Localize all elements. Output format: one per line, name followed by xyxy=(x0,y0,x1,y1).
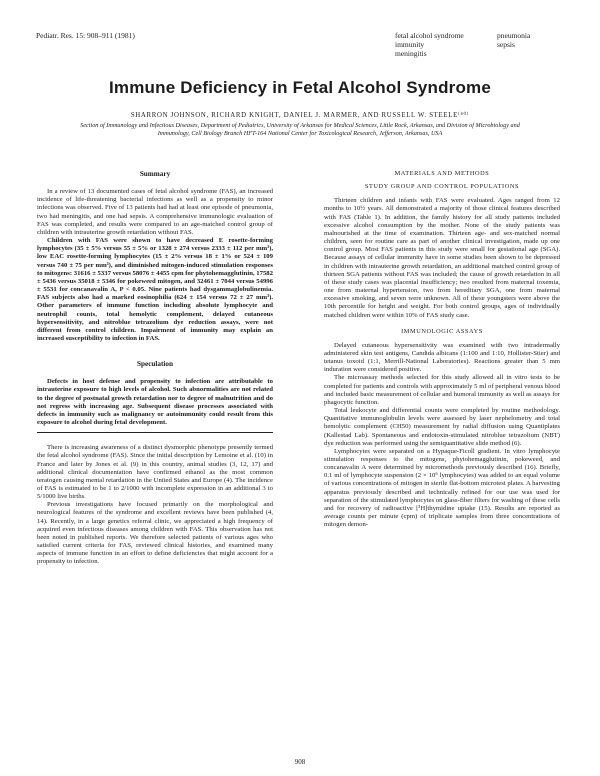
methods-paragraph: Lymphocytes were separated on a Hypaque-Ficoll gradient. In vitro lymphocyte stimulation responses to the mitogens, phytohemagglutinin, pokeweed, and concanavalin A were determined by micromethods previously described (16). Briefly, 0.1 ml of lymphocyte suspension (2 × 10⁶ lymphocytes) was added to an equal volume of various concentrations of mitogen in sterile flat-bottom microtest plates. A harvesting apparatus previously described and technically refined for our use was used for separation of the stimulated lymphocytes on glass-fiber filters for washing of these cells and for recovery of radioactive [³H]thymidine uptake (15). Results are reported as average counts per minute (cpm) of triplicate samples from three concentrations of mitogen demon- xyxy=(324,447,560,529)
summary-results-paragraph: Children with FAS were shown to have decreased E rosette-forming lymphocytes (35 ± 5% versus 55 ± 5% or 1328 ± 274 versus 2333 ± 112 per mm³), low EAC rosette-forming lymphocytes (15 ± 2% versus 18 ± 1% or 524 ± 109 versus 740 ± 75 per mm³), and diminished mitogen-induced stimulation responses to mitogens: 31616 ± 5337 versus 58076 ± 4455 cpm for phytohemagglutinin, 17582 ± 5436 versus 35018 ± 5346 for pokeweed mitogen, and 32461 ± 7044 versus 54996 ± 5531 for concanavalin A, P < 0.05. Nine patients had dysgammaglobulinemia. FAS subjects also had a marked eosinophilia (624 ± 154 versus 72 ± 27 mm³). Other parameters of immune function including absolute lymphocyte and neutrophil counts, total hemolytic complement, delayed cutaneous hypersensitivity, and nitroblue tetrazolium dye reduction assays, were not different from control children. Impairment of immunity may explain an increased susceptibility to infection in FAS. xyxy=(37,237,273,342)
intro-paragraph: There is increasing awareness of a distinct dysmorphic phenotype presently termed the fetal alcohol syndrome (FAS). Since the initial description by Lemoine et al. (10) in France and later by Jones et al. (9) in this country, animal studies (3, 12, 17) and additional clinical documentation have confirmed ethanol as the most common teratogen causing mental retardation in the United States and Europe (4). The incidence of FAS is estimated to be 1 to 2/1000 with incomplete expression in an additional 3 to 5/1000 live births. xyxy=(37,444,273,501)
methods-heading: MATERIALS AND METHODS xyxy=(394,170,490,177)
speculation-paragraph: Defects in host defense and propensity to infection are attributable to intrauterine exposure to high levels of alcohol. Such abnormalities are not related to the degree of postnatal growth retardation nor to degree of malnutrition and do not regress with increasing age. Subsequent disease processes associated with defects in immunity such as malignancy or autoimmunity could result from this exposure to alcohol during fetal development. xyxy=(37,378,273,427)
summary-paragraph: In a review of 13 documented cases of fetal alcohol syndrome (FAS), an increased incidence of life-threatening bacterial infections as well as a propensity to minor infections was observed. Five of 13 patients had had at least one episode of pneumonia, two had meningitis, and one had sepsis. A comprehensive immunologic evaluation of FAS was completed, and results were compared to an age-matched control group of children with intrauterine growth retardation without FAS. xyxy=(37,188,273,236)
journal-citation: Pediatr. Res. 15: 908–911 (1981) xyxy=(36,31,135,40)
methods-paragraph: Thirteen children and infants with FAS were evaluated. Ages ranged from 12 months to 10½ years. All demonstrated a majority of those clinical features described with FAS (Table 1). In addition, the family history for all study patients included excessive alcohol consumption by the mother. None of the study patients was malnourished at the time of examination. Thirteen age- and sex-matched normal children, seen for routine care as part of another clinical investigation, made up one control group. Most FAS patients in this study were small for gestational age (SGA). Because assays of cellular immunity have in some studies been shown to be depressed in children with intrauterine growth retardation, an additional matched control group of thirteen SGA patients without FAS was included; the cause of growth retardation in all of these study cases was placental insufficiency; two resulted from maternal toxemia, one from maternal hypertension, two from hereditary SGA, one from maternal excessive smoking, and seven were unknown. All of these youngsters were above the 10th percentile for height and weight. For both control groups, ages of individually matched children were within 10% of FAS study case. xyxy=(324,197,560,319)
left-column xyxy=(37,170,273,567)
summary-heading: Summary xyxy=(139,170,171,178)
right-column xyxy=(324,170,560,529)
keyword: fetal alcohol syndrome xyxy=(395,31,464,40)
article-title: Immune Deficiency in Fetal Alcohol Syndrome xyxy=(108,78,492,97)
keyword: sepsis xyxy=(497,40,515,49)
keyword: immunity xyxy=(395,40,425,49)
keyword-list-2 xyxy=(497,31,530,49)
affiliation: Section of Immunology and Infectious Diseases, Department of Pediatrics, University of Arkansas for Medical Sciences, Little Rock, Arkansas, and Division of Microbiology and Immunology, Cell Biology Branch HFT-164 National Center for Toxicological Research, Jefferson, Arkansas, USA xyxy=(80,122,520,138)
methods-paragraph: The microassay methods selected for this study allowed all in vitro tests to be completed for patients and controls with approximately 5 ml of peripheral venous blood and included basic measurement of cellular and humoral immunity as well as assays for phagocytic function. xyxy=(324,374,560,406)
keyword: meningitis xyxy=(395,49,427,58)
intro-paragraph: Previous investigations have focused primarily on the morphological and neurological features of the syndrome and excellent reviews have been published (4, 14). Recently, in a large genetics referral clinic, we appreciated a high frequency of acquired even infectious diseases among children with FAS. This observation has not been noted in published reports. We therefore selected patients of various ages who satisfied current criteria for FAS, reviewed clinical histories, and examined many aspects of immune function in an effort to define deficiencies that might account for a propensity to infection. xyxy=(37,501,273,566)
keyword-list-1 xyxy=(395,31,464,58)
subsection-heading: IMMUNOLOGIC ASSAYS xyxy=(401,327,483,335)
speculation-heading: Speculation xyxy=(137,360,173,369)
subsection-heading: STUDY GROUP AND CONTROL POPULATIONS xyxy=(364,183,520,191)
author-list: SHARRON JOHNSON, RICHARD KNIGHT, DANIEL J. MARMER, AND RUSSELL W. STEELE⁽⁴⁰⁾ xyxy=(130,112,470,119)
methods-paragraph: Total leukocyte and differential counts were completed by routine methodology. Quantitative immunoglobulin levels were assessed by laser nephelometry and total hemolytic complement (CH50) measurement by radial diffusion using Quantiplates (Kallestad Lab). Spontaneous and endotoxin-stimulated nitroblue tetrazolium (NBT) dye reduction was performed using the semiquantitative slide method (6). xyxy=(324,407,560,447)
methods-paragraph: Delayed cutaneous hypersensitivity was examined with two intradermally administered skin test antigens, Candida albicans (1:100 and 1:10, Hollister-Stier) and tetanus toxoid (1:1, Merrill-National Laboratories). Reactions greater than 5 mm induration were considered positive. xyxy=(324,341,560,374)
keyword: pneumonia xyxy=(497,31,531,40)
page-number: 908 xyxy=(294,758,306,766)
